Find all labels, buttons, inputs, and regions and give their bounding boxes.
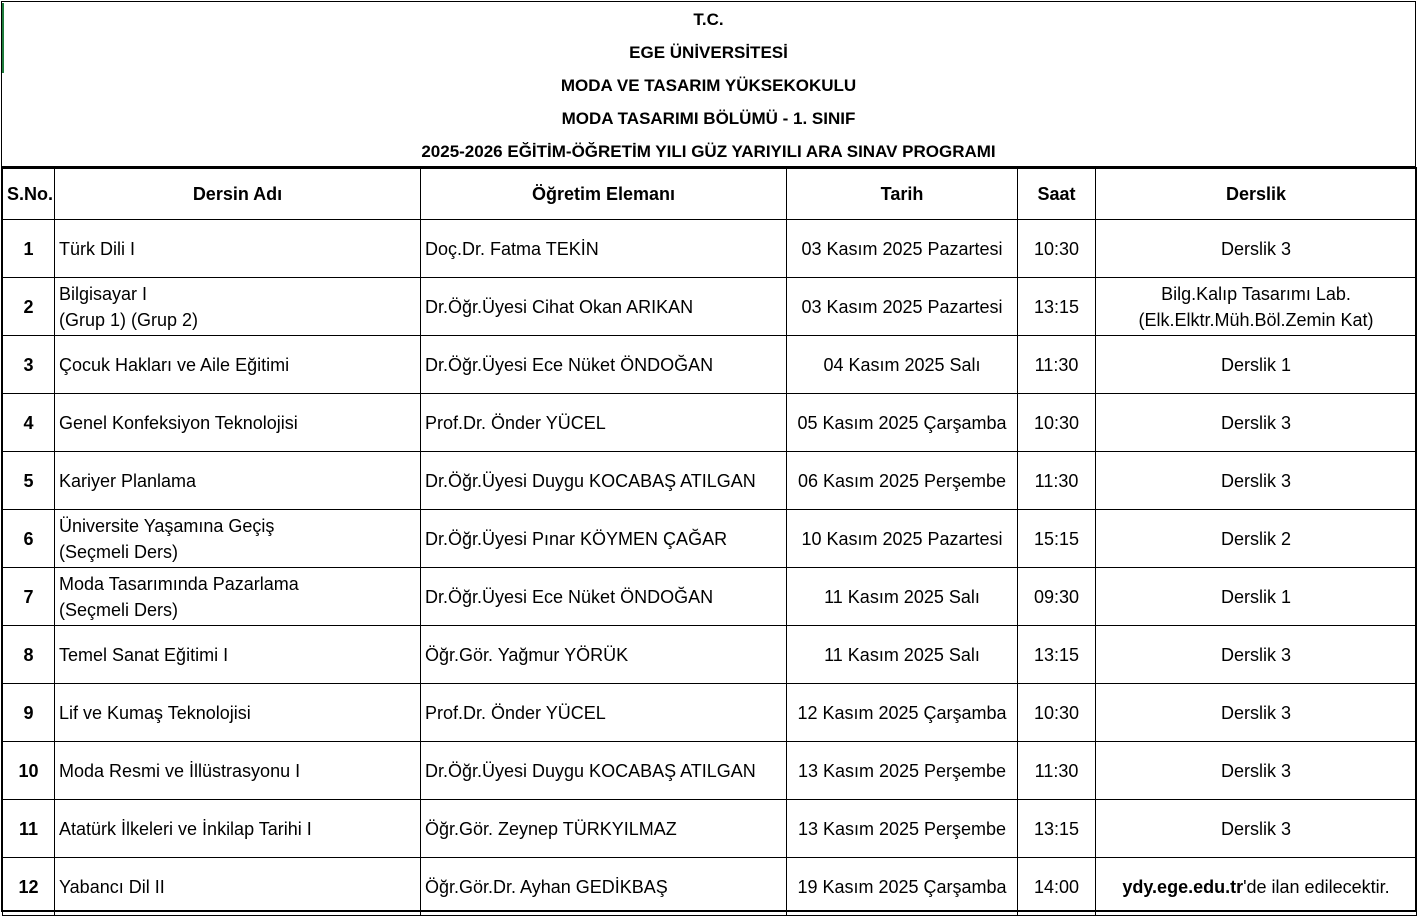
cell-lecturer: Dr.Öğr.Üyesi Duygu KOCABAŞ ATILGAN [421, 742, 787, 800]
cell-room: Derslik 3 [1096, 626, 1417, 684]
cell-room [1096, 278, 1417, 336]
header-lecturer: Öğretim Elemanı [421, 168, 787, 220]
cell-no: 3 [3, 336, 55, 394]
table-row [3, 220, 1417, 278]
cell-no: 6 [3, 510, 55, 568]
table-row [3, 800, 1417, 858]
exam-schedule-sheet [1, 1, 1416, 912]
header-room: Derslik [1096, 168, 1417, 220]
cell-no: 5 [3, 452, 55, 510]
cell-course: Genel Konfeksiyon Teknolojisi [55, 394, 421, 452]
cell-no: 8 [3, 626, 55, 684]
cell-course [55, 568, 421, 626]
cell-no: 4 [3, 394, 55, 452]
header-no: S.No. [3, 168, 55, 220]
cell-room: Derslik 1 [1096, 336, 1417, 394]
course-line: (Seçmeli Ders) [59, 599, 179, 620]
room-note: 'de ilan edilecektir. [1243, 876, 1390, 897]
cell-room: Derslik 3 [1096, 742, 1417, 800]
cell-time: 14:00 [1018, 858, 1096, 916]
course-line: (Grup 1) (Grup 2) [59, 309, 199, 330]
cell-lecturer: Dr.Öğr.Üyesi Ece Nüket ÖNDOĞAN [421, 336, 787, 394]
title-line-department: MODA TASARIMI BÖLÜMÜ - 1. SINIF [561, 109, 856, 128]
cell-course: Çocuk Hakları ve Aile Eğitimi [55, 336, 421, 394]
cell-date: 10 Kasım 2025 Pazartesi [787, 510, 1018, 568]
table-row [3, 568, 1417, 626]
exam-table [2, 167, 1417, 916]
cell-date: 11 Kasım 2025 Salı [787, 568, 1018, 626]
header-course: Dersin Adı [55, 168, 421, 220]
cell-lecturer: Öğr.Gör. Zeynep TÜRKYILMAZ [421, 800, 787, 858]
cell-time: 10:30 [1018, 684, 1096, 742]
cell-date: 06 Kasım 2025 Perşembe [787, 452, 1018, 510]
title-line-program: 2025-2026 EĞİTİM-ÖĞRETİM YILI GÜZ YARIYILI ARA SINAV PROGRAMI [421, 142, 996, 161]
cell-date: 03 Kasım 2025 Pazartesi [787, 278, 1018, 336]
table-row [3, 452, 1417, 510]
table-row [3, 394, 1417, 452]
title-line-country: T.C. [693, 10, 724, 29]
table-row [3, 626, 1417, 684]
cell-course: Temel Sanat Eğitimi I [55, 626, 421, 684]
cell-course: Atatürk İlkeleri ve İnkilap Tarihi I [55, 800, 421, 858]
cell-no: 1 [3, 220, 55, 278]
cell-lecturer: Öğr.Gör.Dr. Ayhan GEDİKBAŞ [421, 858, 787, 916]
cell-no: 11 [3, 800, 55, 858]
cell-no: 10 [3, 742, 55, 800]
cell-course [55, 510, 421, 568]
cell-room: Derslik 3 [1096, 800, 1417, 858]
cell-course: Moda Resmi ve İllüstrasyonu I [55, 742, 421, 800]
cell-time: 13:15 [1018, 626, 1096, 684]
cell-lecturer: Dr.Öğr.Üyesi Cihat Okan ARIKAN [421, 278, 787, 336]
course-line: (Seçmeli Ders) [59, 541, 179, 562]
cell-lecturer: Prof.Dr. Önder YÜCEL [421, 394, 787, 452]
cell-date: 13 Kasım 2025 Perşembe [787, 800, 1018, 858]
course-line: Moda Tasarımında Pazarlama [59, 573, 299, 594]
course-line: Üniversite Yaşamına Geçiş [59, 515, 275, 536]
cell-lecturer: Dr.Öğr.Üyesi Pınar KÖYMEN ÇAĞAR [421, 510, 787, 568]
title-line-school: MODA VE TASARIM YÜKSEKOKULU [560, 76, 857, 95]
cell-course: Yabancı Dil II [55, 858, 421, 916]
cell-time: 09:30 [1018, 568, 1096, 626]
cell-room: Derslik 3 [1096, 220, 1417, 278]
cell-course: Türk Dili I [55, 220, 421, 278]
table-row [3, 510, 1417, 568]
cell-time: 11:30 [1018, 742, 1096, 800]
cell-lecturer: Prof.Dr. Önder YÜCEL [421, 684, 787, 742]
cell-time: 13:15 [1018, 800, 1096, 858]
cell-lecturer: Dr.Öğr.Üyesi Duygu KOCABAŞ ATILGAN [421, 452, 787, 510]
table-row [3, 742, 1417, 800]
title-block [2, 2, 1415, 168]
cell-room: Derslik 1 [1096, 568, 1417, 626]
cell-lecturer: Öğr.Gör. Yağmur YÖRÜK [421, 626, 787, 684]
cell-no: 12 [3, 858, 55, 916]
title-line-university: EGE ÜNİVERSİTESİ [629, 43, 788, 62]
cell-room [1096, 858, 1417, 916]
cell-no: 2 [3, 278, 55, 336]
cell-time: 10:30 [1018, 220, 1096, 278]
cell-time: 11:30 [1018, 452, 1096, 510]
table-row [3, 858, 1417, 916]
room-line: Bilg.Kalıp Tasarımı Lab. [1161, 283, 1351, 304]
cell-date: 11 Kasım 2025 Salı [787, 626, 1018, 684]
cell-course: Kariyer Planlama [55, 452, 421, 510]
table-header-row [3, 168, 1417, 220]
room-link[interactable]: ydy.ege.edu.tr [1122, 876, 1244, 897]
cell-room: Derslik 3 [1096, 452, 1417, 510]
cell-no: 9 [3, 684, 55, 742]
header-time: Saat [1018, 168, 1096, 220]
cell-date: 19 Kasım 2025 Çarşamba [787, 858, 1018, 916]
cell-date: 03 Kasım 2025 Pazartesi [787, 220, 1018, 278]
cell-time: 13:15 [1018, 278, 1096, 336]
cell-time: 11:30 [1018, 336, 1096, 394]
cell-date: 13 Kasım 2025 Perşembe [787, 742, 1018, 800]
table-row [3, 684, 1417, 742]
room-line: (Elk.Elktr.Müh.Böl.Zemin Kat) [1138, 309, 1374, 330]
course-line: Bilgisayar I [59, 283, 148, 304]
cell-time: 10:30 [1018, 394, 1096, 452]
cell-date: 05 Kasım 2025 Çarşamba [787, 394, 1018, 452]
cell-room: Derslik 2 [1096, 510, 1417, 568]
header-date: Tarih [787, 168, 1018, 220]
cell-date: 12 Kasım 2025 Çarşamba [787, 684, 1018, 742]
cell-date: 04 Kasım 2025 Salı [787, 336, 1018, 394]
cell-room: Derslik 3 [1096, 684, 1417, 742]
cell-lecturer: Dr.Öğr.Üyesi Ece Nüket ÖNDOĞAN [421, 568, 787, 626]
cell-lecturer: Doç.Dr. Fatma TEKİN [421, 220, 787, 278]
table-row [3, 278, 1417, 336]
cell-course [55, 278, 421, 336]
cell-no: 7 [3, 568, 55, 626]
table-row [3, 336, 1417, 394]
cell-time: 15:15 [1018, 510, 1096, 568]
cell-course: Lif ve Kumaş Teknolojisi [55, 684, 421, 742]
cell-room: Derslik 3 [1096, 394, 1417, 452]
